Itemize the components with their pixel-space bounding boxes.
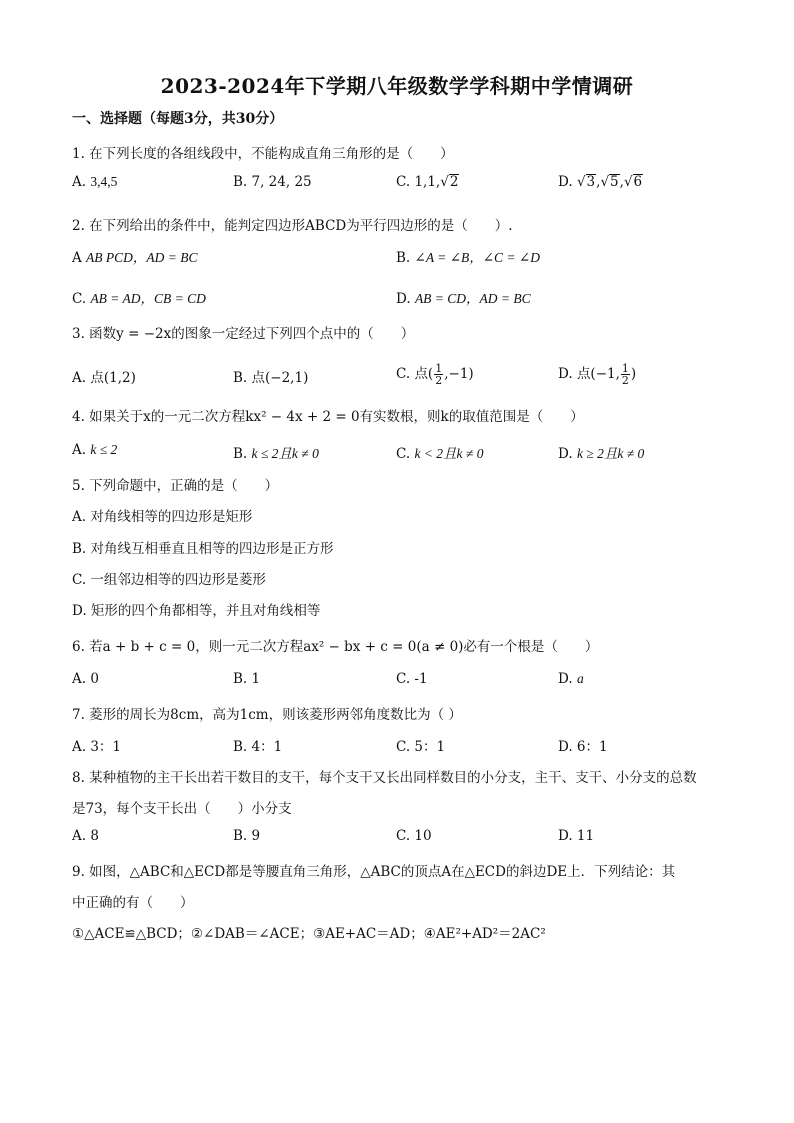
- q6-option-a[interactable]: A. 0: [72, 671, 99, 687]
- q5-option-c[interactable]: C. 一组邻边相等的四边形是菱形: [72, 572, 266, 588]
- q3-option-a[interactable]: A. 点(1,2): [72, 370, 136, 386]
- q8-option-b[interactable]: B. 9: [233, 828, 261, 844]
- question-7-stem: 7. 菱形的周长为8cm，高为1cm，则该菱形两邻角度数比为（ ）: [72, 707, 462, 723]
- question-8-stem-line1: 8. 某种植物的主干长出若干数目的支干，每个支干又长出同样数目的小分支，主干、支干、小分支的总数: [72, 770, 697, 786]
- page-title: 2023-2024年下学期八年级数学学科期中学情调研: [160, 74, 634, 98]
- question-9-stem-line2: 中正确的有（ ）: [72, 895, 194, 911]
- q5-option-a[interactable]: A. 对角线相等的四边形是矩形: [72, 509, 253, 525]
- q2-option-c[interactable]: C. AB = AD，CB = CD: [72, 291, 206, 307]
- question-2-stem: 2. 在下列给出的条件中，能判定四边形ABCD为平行四边形的是（ ）.: [72, 218, 513, 234]
- q2-option-a[interactable]: A AB PCD，AD = BC: [72, 250, 198, 266]
- q7-option-b[interactable]: B. 4：1: [233, 739, 283, 755]
- q7-option-c[interactable]: C. 5：1: [396, 739, 446, 755]
- q2-option-b[interactable]: B. ∠A = ∠B，∠C = ∠D: [396, 250, 540, 266]
- question-6-stem: 6. 若a + b + c = 0，则一元二次方程ax² − bx + c = 0(a ≠ 0)必有一个根是（ ）: [72, 639, 599, 655]
- q7-option-d[interactable]: D. 6：1: [558, 739, 608, 755]
- question-8-stem-line2: 是73，每个支干长出（ ）小分支: [72, 801, 292, 817]
- question-5-stem: 5. 下列命题中，正确的是（ ）: [72, 478, 279, 494]
- question-1-stem: 1. 在下列长度的各组线段中，不能构成直角三角形的是（ ）: [72, 146, 454, 162]
- question-9-stem-line1: 9. 如图，△ABC和△ECD都是等腰直角三角形，△ABC的顶点A在△ECD的斜边DE上．下列结论：其: [72, 864, 676, 880]
- q8-option-a[interactable]: A. 8: [72, 828, 99, 844]
- question-3-stem: 3. 函数y = −2x的图象一定经过下列四个点中的（ ）: [72, 326, 415, 342]
- q3-option-d[interactable]: D. 点(−1, $\frac{1}{2}$ ): [558, 362, 637, 387]
- q2-option-d[interactable]: D. AB = CD，AD = BC: [396, 291, 531, 307]
- question-9-conclusions: ①△ACE≌△BCD；②∠DAB＝∠ACE；③AE+AC＝AD；④AE²+AD²＝2AC²: [72, 926, 546, 942]
- q8-option-d[interactable]: D. 11: [558, 828, 595, 844]
- q1-option-b[interactable]: B. 7, 24, 25: [233, 174, 312, 190]
- q3-option-c[interactable]: C. 点( $\frac{1}{2}$ ,−1): [396, 362, 474, 387]
- q5-option-d[interactable]: D. 矩形的四个角都相等，并且对角线相等: [72, 603, 321, 619]
- q4-option-d[interactable]: D. k ≥ 2且k ≠ 0: [558, 446, 645, 462]
- q1-option-c[interactable]: C. 1,1,√2: [396, 174, 459, 190]
- question-4-stem: 4. 如果关于x的一元二次方程kx² − 4x + 2 = 0有实数根，则k的取值范围是（ ）: [72, 409, 584, 425]
- q4-option-c[interactable]: C. k < 2且k ≠ 0: [396, 446, 484, 462]
- q1-option-d[interactable]: D. √3,√5,√6: [558, 174, 643, 190]
- q1-option-a[interactable]: A. 3,4,5: [72, 174, 118, 190]
- q5-option-b[interactable]: B. 对角线互相垂直且相等的四边形是正方形: [72, 541, 334, 557]
- q6-option-c[interactable]: C. -1: [396, 671, 428, 687]
- q6-option-d[interactable]: D. a: [558, 671, 584, 687]
- q3-option-b[interactable]: B. 点(−2,1): [233, 370, 309, 386]
- q8-option-c[interactable]: C. 10: [396, 828, 432, 844]
- q6-option-b[interactable]: B. 1: [233, 671, 261, 687]
- q7-option-a[interactable]: A. 3：1: [72, 739, 122, 755]
- q4-option-a[interactable]: A. k ≤ 2: [72, 442, 118, 458]
- q4-option-b[interactable]: B. k ≤ 2且k ≠ 0: [233, 446, 319, 462]
- section-heading: 一、选择题（每题3分，共30分）: [72, 111, 284, 127]
